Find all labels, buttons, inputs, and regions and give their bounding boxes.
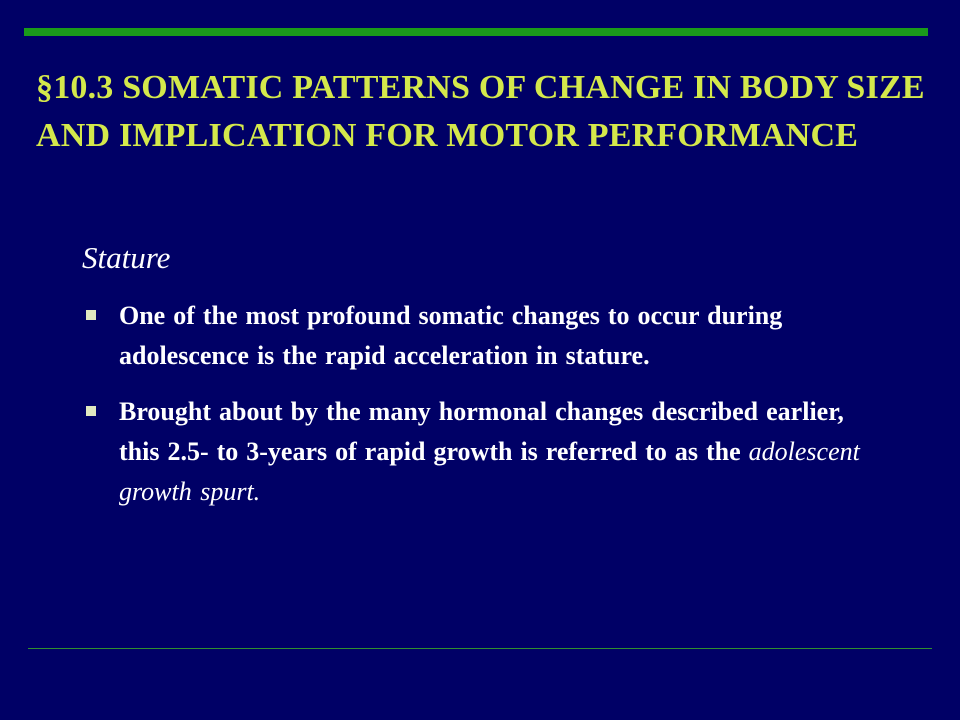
square-bullet-icon — [86, 310, 96, 320]
bullet-item — [84, 296, 874, 376]
square-bullet-icon — [86, 406, 96, 416]
bullet-list — [84, 296, 874, 512]
bullet-text: Brought about by the many hormonal changes described earlier, this 2.5- to 3-years of rapid growth is referred to as the — [119, 397, 844, 466]
bullet-text: One of the most profound somatic changes to occur during adolescence is the rapid acceleration in stature. — [119, 301, 783, 370]
section-label: Stature — [82, 240, 171, 275]
bullet-emphasis-text: adolescent growth spurt. — [119, 437, 860, 506]
top-accent-bar — [24, 28, 928, 36]
bullet-item — [84, 392, 874, 512]
bottom-divider — [28, 648, 932, 649]
slide-title: §10.3 SOMATIC PATTERNS OF CHANGE IN BODY SIZE AND IMPLICATION FOR MOTOR PERFORMANCE — [36, 69, 925, 154]
